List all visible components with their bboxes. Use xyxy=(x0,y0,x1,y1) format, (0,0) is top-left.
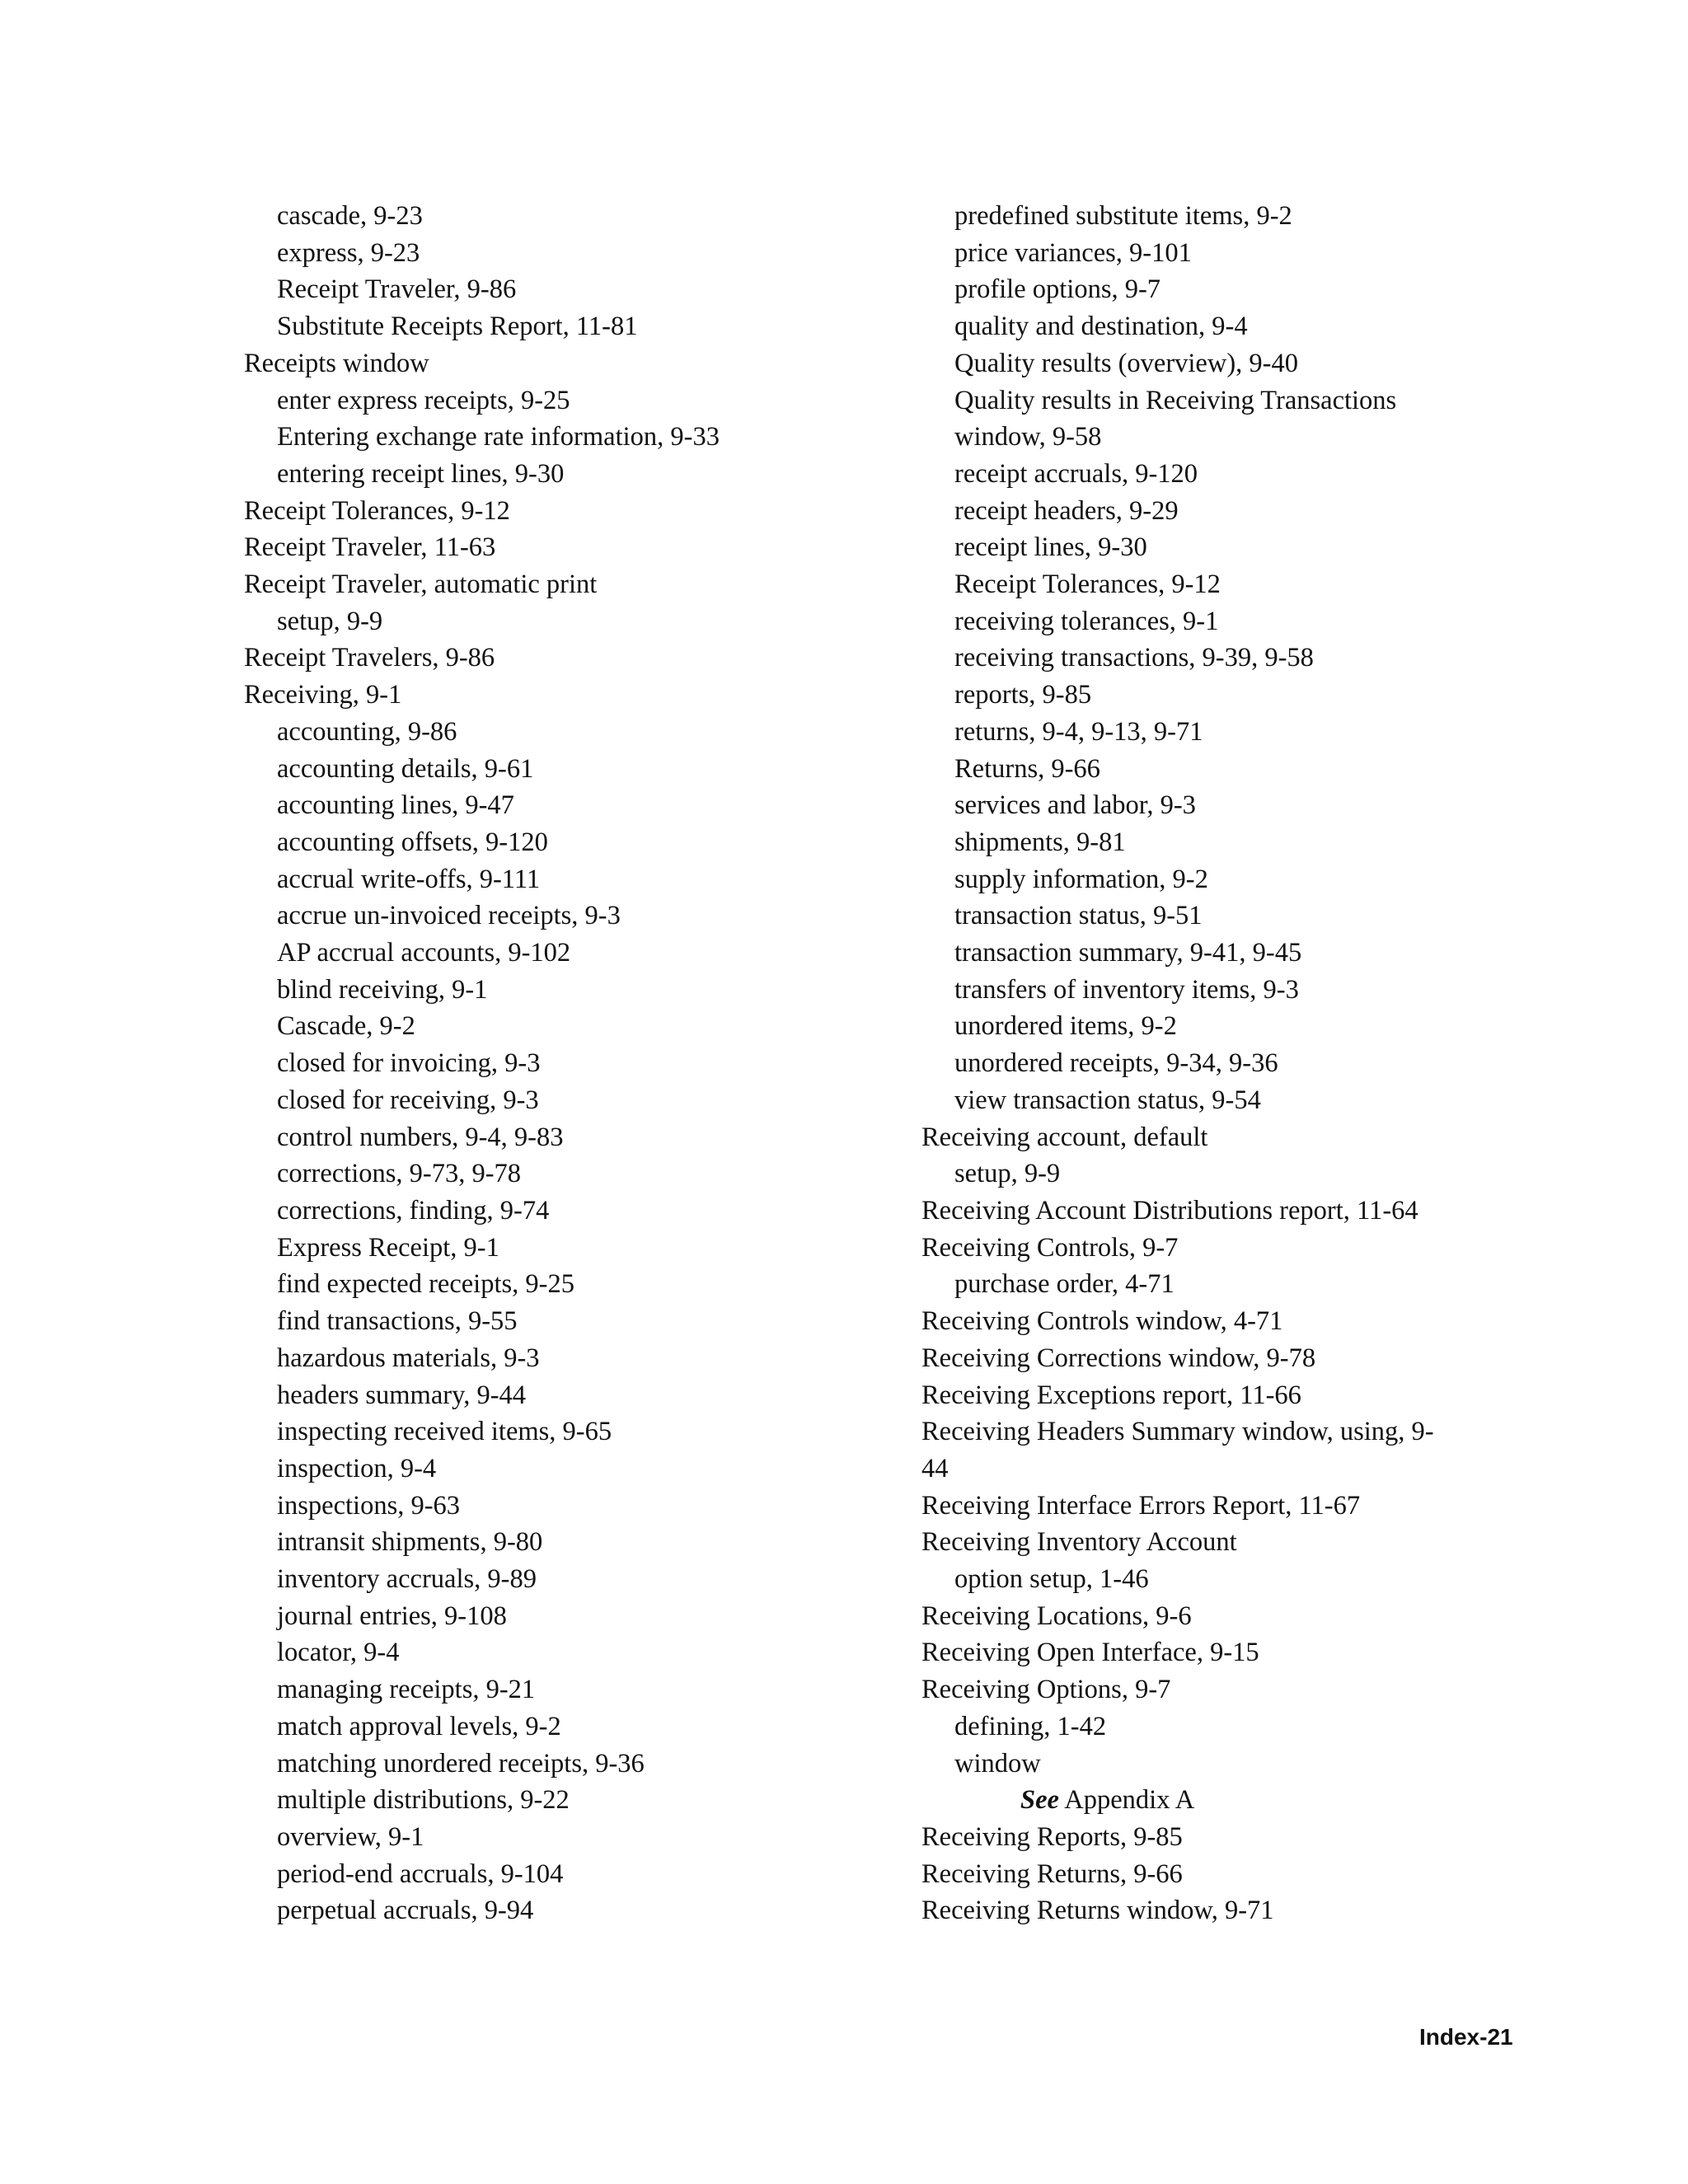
index-subentry: inventory accruals, 9-89 xyxy=(277,1564,537,1595)
index-entry: Receiving, 9-1 xyxy=(244,680,402,710)
index-entry: Receiving Exceptions report, 11-66 xyxy=(921,1380,1301,1410)
index-subentry: Express Receipt, 9-1 xyxy=(277,1232,499,1263)
index-entry: Receiving Interface Errors Report, 11-67 xyxy=(921,1490,1361,1521)
index-subentry: managing receipts, 9-21 xyxy=(277,1675,536,1705)
index-entry: Receiving Options, 9-7 xyxy=(921,1675,1171,1705)
index-column-left xyxy=(244,198,887,1929)
index-entry: Receipts window xyxy=(244,348,429,378)
index-entry: Receipt Traveler, automatic print xyxy=(244,569,598,600)
index-subentry: hazardous materials, 9-3 xyxy=(277,1343,540,1373)
index-subentry: headers summary, 9-44 xyxy=(277,1380,527,1410)
index-subentry: option setup, 1-46 xyxy=(954,1564,1149,1595)
index-subentry: accounting offsets, 9-120 xyxy=(277,827,548,857)
index-subentry: Receipt Tolerances, 9-12 xyxy=(954,569,1221,600)
index-subentry: setup, 9-9 xyxy=(954,1159,1061,1189)
index-entry: Receiving Controls, 9-7 xyxy=(921,1232,1179,1263)
index-subentry: entering receipt lines, 9-30 xyxy=(277,458,565,489)
index-subentry: Substitute Receipts Report, 11-81 xyxy=(277,312,638,342)
index-subentry: receipt lines, 9-30 xyxy=(954,532,1147,563)
index-subentry: AP accrual accounts, 9-102 xyxy=(277,938,571,968)
index-entry: Receiving Account Distributions report, 11-64 xyxy=(921,1195,1418,1226)
index-subentry: inspections, 9-63 xyxy=(277,1490,461,1521)
index-subentry: receipt accruals, 9-120 xyxy=(954,458,1198,489)
index-subentry: profile options, 9-7 xyxy=(954,274,1161,305)
index-subentry: supply information, 9-2 xyxy=(954,864,1208,894)
index-subentry: overview, 9-1 xyxy=(277,1821,424,1852)
index-entry: Receiving Headers Summary window, using, 9- xyxy=(921,1417,1434,1447)
index-subentry: find transactions, 9-55 xyxy=(277,1306,518,1337)
index-subentry: Entering exchange rate information, 9-33 xyxy=(277,422,720,452)
index-entry: Receipt Tolerances, 9-12 xyxy=(244,495,510,526)
index-entry: Receiving account, default xyxy=(921,1122,1208,1152)
index-subentry: receiving transactions, 9-39, 9-58 xyxy=(954,643,1314,673)
index-subentry: receipt headers, 9-29 xyxy=(954,495,1179,526)
index-subentry: transaction status, 9-51 xyxy=(954,901,1203,931)
see-reference-target: Appendix A xyxy=(1064,1785,1195,1816)
index-subentry: Cascade, 9-2 xyxy=(277,1011,415,1042)
index-subentry: purchase order, 4-71 xyxy=(954,1269,1175,1300)
index-subentry: Quality results in Receiving Transactions xyxy=(954,385,1397,415)
index-subentry: enter express receipts, 9-25 xyxy=(277,385,570,415)
index-subentry: defining, 1-42 xyxy=(954,1711,1107,1741)
index-subentry: accrual write-offs, 9-111 xyxy=(277,864,541,894)
index-entry: Receiving Returns, 9-66 xyxy=(921,1858,1183,1889)
index-subentry: closed for receiving, 9-3 xyxy=(277,1085,539,1115)
index-subentry: multiple distributions, 9-22 xyxy=(277,1785,570,1816)
index-subentry: match approval levels, 9-2 xyxy=(277,1711,561,1741)
index-entry: Receipt Travelers, 9-86 xyxy=(244,643,495,673)
index-subentry: find expected receipts, 9-25 xyxy=(277,1269,574,1300)
index-subentry: closed for invoicing, 9-3 xyxy=(277,1048,541,1079)
index-subentry: accrue un-invoiced receipts, 9-3 xyxy=(277,901,621,931)
index-subentry: window xyxy=(954,1748,1041,1779)
see-reference-label: See xyxy=(1020,1785,1059,1816)
index-subentry: shipments, 9-81 xyxy=(954,827,1126,857)
index-subentry: quality and destination, 9-4 xyxy=(954,312,1248,342)
index-subentry: Receipt Traveler, 9-86 xyxy=(277,274,517,305)
index-subentry: intransit shipments, 9-80 xyxy=(277,1527,543,1558)
index-subentry: control numbers, 9-4, 9-83 xyxy=(277,1122,564,1152)
index-entry: Receiving Reports, 9-85 xyxy=(921,1821,1183,1852)
index-subentry: view transaction status, 9-54 xyxy=(954,1085,1261,1115)
index-subentry: period-end accruals, 9-104 xyxy=(277,1858,564,1889)
index-subentry: accounting lines, 9-47 xyxy=(277,790,514,821)
index-entry: 44 xyxy=(921,1453,949,1483)
index-subentry: corrections, finding, 9-74 xyxy=(277,1195,550,1226)
index-subentry: receiving tolerances, 9-1 xyxy=(954,606,1219,636)
index-subentry: setup, 9-9 xyxy=(277,606,383,636)
index-subentry: matching unordered receipts, 9-36 xyxy=(277,1748,645,1779)
index-subentry: returns, 9-4, 9-13, 9-71 xyxy=(954,716,1203,747)
index-subentry: corrections, 9-73, 9-78 xyxy=(277,1159,522,1189)
page-number: Index-21 xyxy=(1419,2024,1513,2050)
index-subentry: accounting details, 9-61 xyxy=(277,753,534,784)
index-entry: Receiving Inventory Account xyxy=(921,1527,1237,1558)
index-subentry xyxy=(921,1782,1531,1819)
index-subentry: unordered items, 9-2 xyxy=(954,1011,1177,1042)
index-subentry: window, 9-58 xyxy=(954,422,1102,452)
index-entry: Receiving Locations, 9-6 xyxy=(921,1601,1192,1631)
index-subentry: express, 9-23 xyxy=(277,237,420,268)
index-entry: Receiving Corrections window, 9-78 xyxy=(921,1343,1316,1373)
index-subentry: inspecting received items, 9-65 xyxy=(277,1417,612,1447)
index-column-right xyxy=(921,198,1531,1929)
index-subentry: transaction summary, 9-41, 9-45 xyxy=(954,938,1302,968)
index-subentry: services and labor, 9-3 xyxy=(954,790,1196,821)
index-subentry: price variances, 9-101 xyxy=(954,237,1192,268)
index-subentry: cascade, 9-23 xyxy=(277,201,423,231)
index-entry: Receiving Returns window, 9-71 xyxy=(921,1896,1274,1926)
index-subentry: perpetual accruals, 9-94 xyxy=(277,1896,534,1926)
index-subentry: blind receiving, 9-1 xyxy=(277,974,488,1005)
index-subentry: inspection, 9-4 xyxy=(277,1453,437,1483)
index-entry: Receiving Controls window, 4-71 xyxy=(921,1306,1283,1337)
index-subentry: unordered receipts, 9-34, 9-36 xyxy=(954,1048,1278,1079)
index-subentry: Quality results (overview), 9-40 xyxy=(954,348,1298,378)
index-subentry: Returns, 9-66 xyxy=(954,753,1100,784)
index-subentry: accounting, 9-86 xyxy=(277,716,457,747)
index-subentry: journal entries, 9-108 xyxy=(277,1601,507,1631)
index-subentry: predefined substitute items, 9-2 xyxy=(954,201,1292,231)
index-subentry: reports, 9-85 xyxy=(954,680,1092,710)
index-subentry: transfers of inventory items, 9-3 xyxy=(954,974,1299,1005)
index-entry: Receipt Traveler, 11-63 xyxy=(244,532,496,563)
index-entry: Receiving Open Interface, 9-15 xyxy=(921,1638,1259,1668)
index-subentry: locator, 9-4 xyxy=(277,1638,400,1668)
